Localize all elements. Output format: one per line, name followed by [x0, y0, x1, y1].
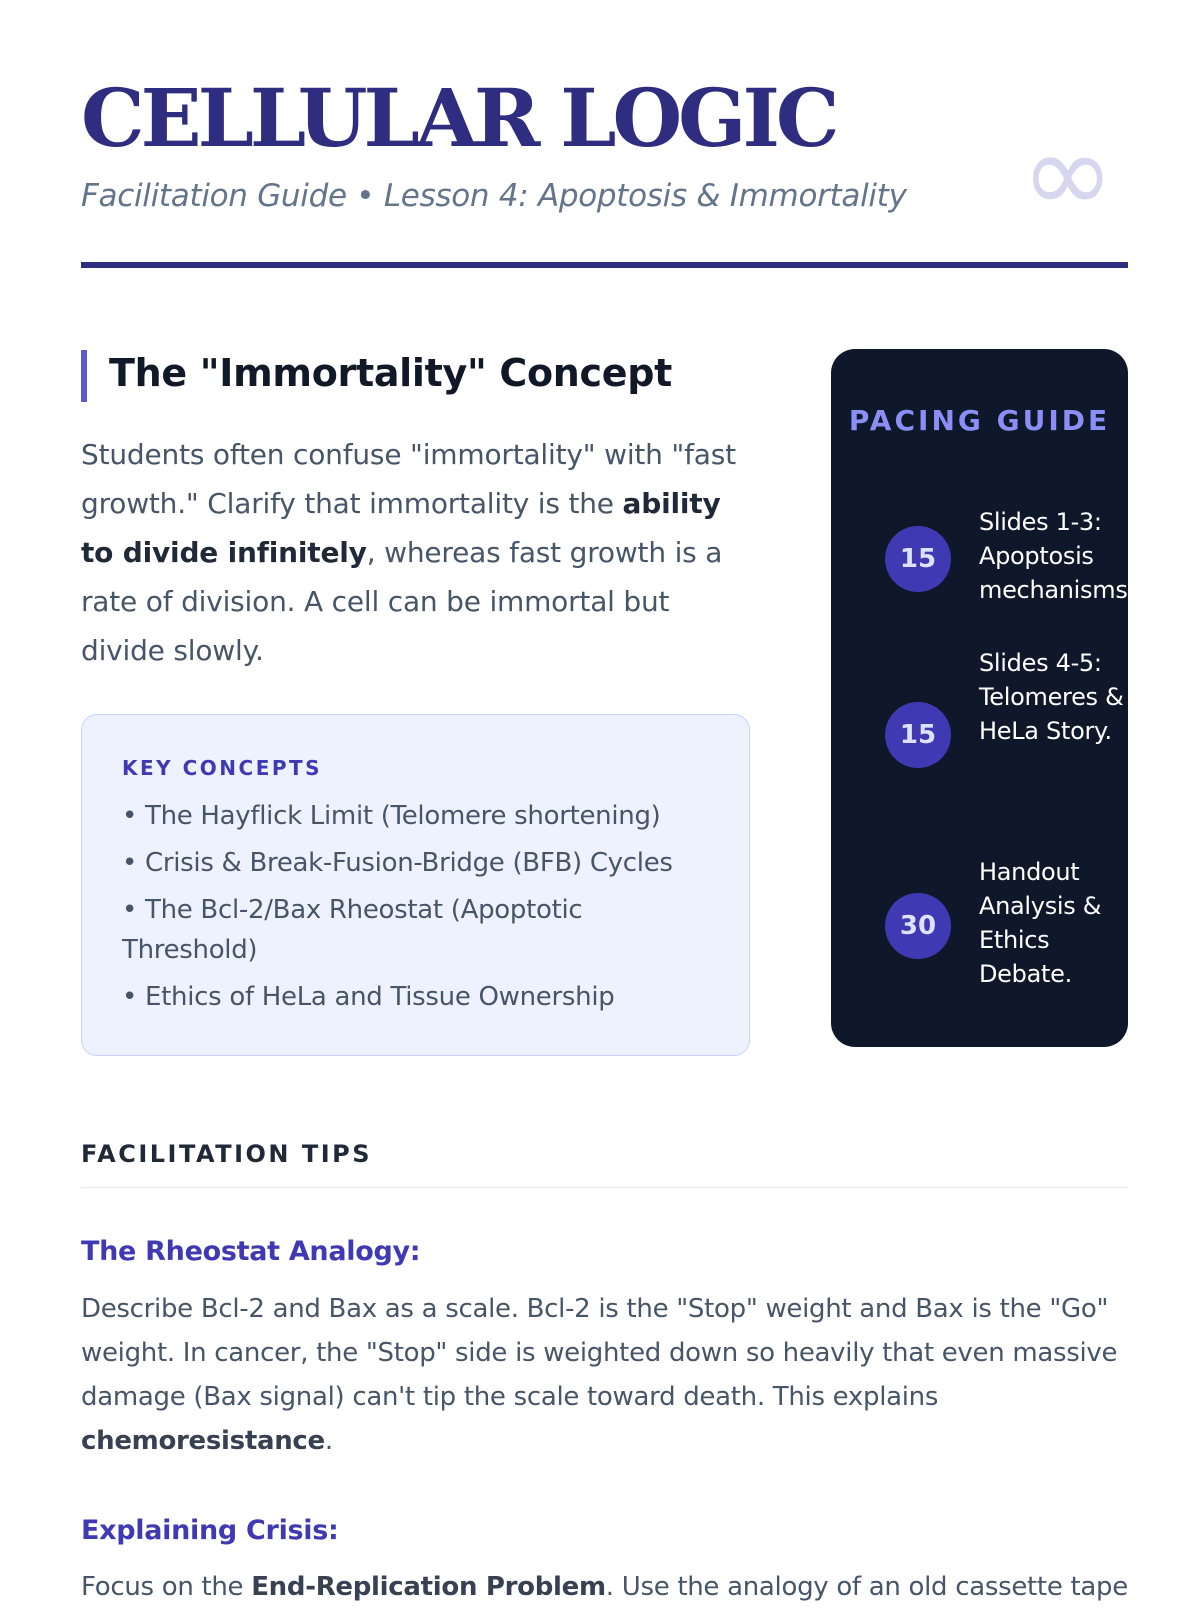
concept-text-end: , whereas fast growth is a rate of division. A cell can be immortal but divide slowly.	[81, 536, 723, 667]
pacing-minutes-badge: 30	[885, 893, 951, 959]
tip-text-end: .	[324, 1426, 333, 1456]
tip-body-rheostat	[81, 1287, 1128, 1463]
pacing-item-text: Slides 1-3: Apoptosis mechanisms.	[979, 508, 1135, 604]
tip-emphasis: chemoresistance	[81, 1426, 325, 1456]
pacing-minutes-badge: 15	[885, 526, 951, 592]
tips-divider	[81, 1187, 1128, 1188]
pacing-item-text: Handout Analysis & Ethics Debate.	[979, 858, 1102, 988]
section-accent-bar	[81, 350, 87, 402]
concept-paragraph	[81, 430, 761, 675]
list-item: • The Hayflick Limit (Telomere shortening)	[122, 801, 661, 831]
tip-body-crisis	[81, 1565, 1128, 1609]
pacing-minutes-badge: 15	[885, 702, 951, 768]
tip-heading-rheostat: The Rheostat Analogy:	[81, 1236, 421, 1267]
page-title: CELLULAR LOGIC	[81, 71, 836, 165]
concept-heading: The "Immortality" Concept	[109, 351, 672, 395]
concept-emphasis: ability to divide infinitely	[81, 487, 721, 569]
list-item: • The Bcl-2/Bax Rheostat (Apoptotic Threshold)	[122, 895, 583, 965]
pacing-item-text: Slides 4-5: Telomeres & HeLa Story.	[979, 649, 1124, 745]
pacing-guide-card	[831, 349, 1135, 1047]
page-subtitle: Facilitation Guide • Lesson 4: Apoptosis & Immortality	[81, 178, 907, 214]
concept-text-start: Students often confuse "immortality" with "fast growth." Clarify that immortality is the	[81, 438, 736, 520]
tip-text-start: Describe Bcl-2 and Bax as a scale. Bcl-2 is the "Stop" weight and Bax is the "Go" weight. In cancer, the "Stop" side is weighted down so heavily that even massive damage (Bax signal) can't tip the scale toward death. This explains	[81, 1294, 1118, 1412]
tip-emphasis: End-Replication Problem	[251, 1572, 606, 1602]
header-divider	[81, 262, 1128, 268]
key-concepts-list	[122, 796, 722, 1024]
list-item: • Crisis & Break-Fusion-Bridge (BFB) Cycles	[122, 848, 673, 878]
tips-section-label: FACILITATION TIPS	[81, 1140, 373, 1168]
tip-text-end: . Use the analogy of an old cassette tape	[605, 1572, 1128, 1602]
tip-text-start: Focus on the	[81, 1572, 252, 1602]
list-item: • Ethics of HeLa and Tissue Ownership	[122, 982, 615, 1012]
key-concepts-label: KEY CONCEPTS	[122, 756, 323, 780]
pacing-guide-title: PACING GUIDE	[848, 404, 1111, 437]
infinity-icon: ∞	[1021, 109, 1115, 239]
tip-heading-crisis: Explaining Crisis:	[81, 1515, 339, 1546]
